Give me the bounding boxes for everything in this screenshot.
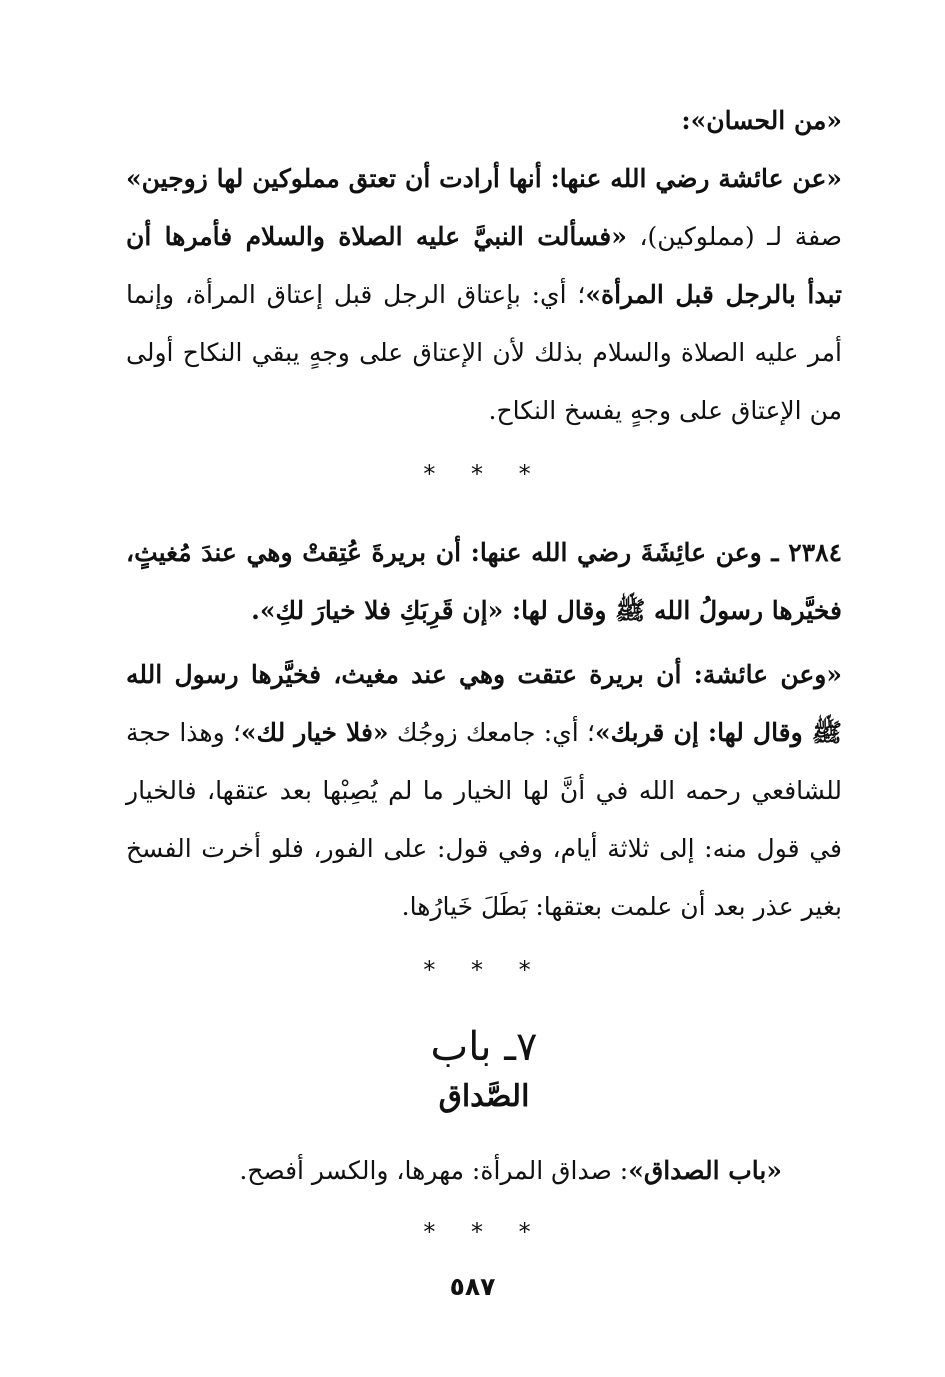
chapter-number: ٧ـ باب — [430, 1024, 538, 1070]
section-separator: * * * — [423, 956, 545, 984]
quoted-hadith-text: «فسألت النبيَّ عليه الصلاة والسلام فأمرها أن تبدأ بالرجل قبل المرأة» — [126, 222, 842, 309]
chapter-title: الصَّداق — [438, 1079, 530, 1114]
quoted-hadith-text: «فلا خيار لك» — [240, 718, 389, 747]
hadith-2384: ٢٣٨٤ ـ وعن عائِشَةَ رضي الله عنها: أن بريرةَ عُتِقتْ وهي عندَ مُغيثٍ، فخيَّرها رسولُ الله ﷺ وقال لها: «إن قَرِبَكِ فلا خيارَ لكِ». — [126, 538, 842, 625]
section-separator: * * * — [423, 1218, 545, 1246]
section-separator: * * * — [423, 460, 545, 488]
commentary-text: : صداق المرأة: مهرها، والكسر أفصح. — [239, 1156, 629, 1185]
quoted-hadith-text: «وعن عائشة: أن بريرة عتقت وهي عند مغيث، فخيَّرها رسول الله ﷺ وقال لها: إن قربك» — [126, 660, 842, 747]
quoted-text: «باب الصداق» — [628, 1156, 782, 1185]
page-number: ٥٨٧ — [449, 1272, 496, 1301]
source-label: «من الحسان»: — [681, 106, 842, 135]
commentary-paragraph-1 — [126, 150, 842, 440]
commentary-text: ؛ أي: بإعتاق الرجل قبل إعتاق المرأة، وإنما أمر عليه الصلاة والسلام بذلك لأن الإعتاق على وجهٍ يبقي النكاح أولى من الإعتاق على وجهٍ يفسخ النكاح. — [126, 280, 842, 425]
quoted-hadith-text: «عن عائشة رضي الله عنها: أنها أرادت أن تعتق مملوكين لها زوجين» — [126, 164, 842, 193]
commentary-paragraph-2 — [126, 646, 842, 936]
chapter-intro — [126, 1142, 842, 1200]
commentary-text: صفة لـ (مملوكين)، — [626, 222, 842, 251]
commentary-text: ؛ أي: جامعك زوجُك — [388, 718, 595, 747]
commentary-text: ؛ وهذا حجة للشافعي رحمه الله في أنَّ لها الخيار ما لم يُصِبْها بعد عتقها، فالخيار في قول منه: إلى ثلاثة أيام، وفي قول: على الفور، فلو أخرت الفسخ بغير عذر بعد أن علمت بعتقها: بَطَلَ خَيارُها. — [126, 718, 842, 921]
page-content — [126, 92, 842, 1244]
